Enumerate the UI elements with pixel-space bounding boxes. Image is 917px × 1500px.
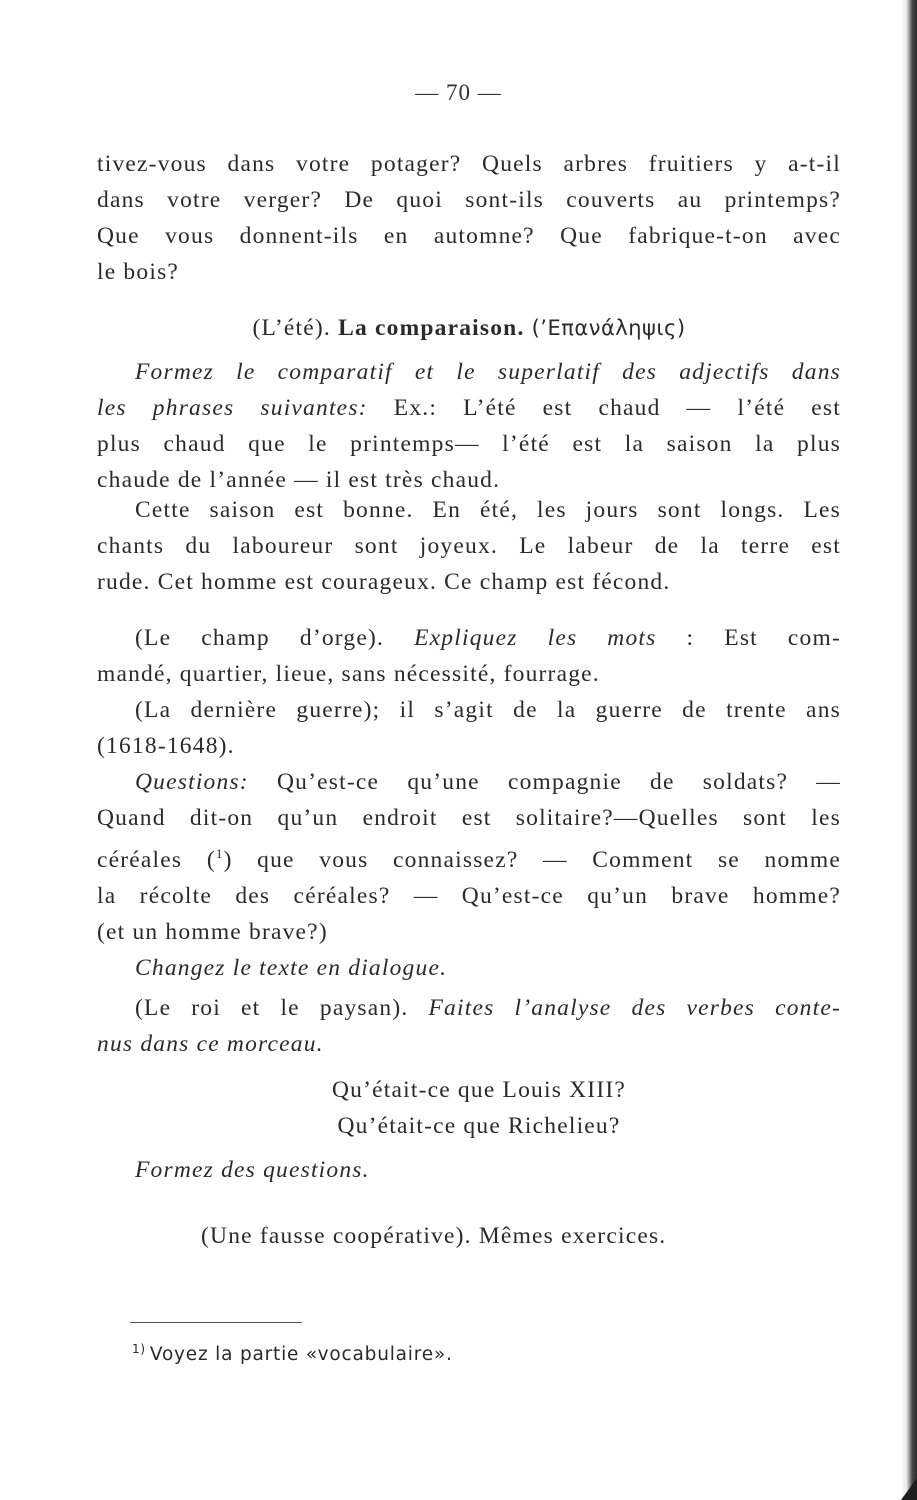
text-line: (La dernière guerre); il s’agit de la guerre de trente ans: [135, 697, 841, 723]
roi-paragraph: [97, 990, 841, 1062]
text-line: Que vous donnent-ils en automne? Que fabrique-t-on avec: [97, 223, 841, 249]
text-line: [97, 620, 841, 656]
guerre-paragraph: [97, 692, 841, 764]
text-line: [97, 390, 841, 426]
page-number: — 70 —: [415, 80, 502, 105]
text-line: [97, 764, 841, 800]
instruction-line: Changez le texte en dialogue.: [135, 954, 448, 981]
sentences-paragraph: [97, 492, 841, 600]
text-line: chants du laboureur sont joyeux. Le labeur de la terre est: [97, 533, 841, 559]
champ-instruction: Expliquez les mots: [414, 625, 657, 651]
section-heading: [97, 310, 841, 346]
text-line: mandé, quartier, lieue, sans nécessité, fourrage.: [97, 661, 600, 687]
footnote-ref: 1: [215, 846, 224, 861]
heading-title: La comparaison.: [338, 315, 525, 341]
footnote-text: Voyez la partie «vocabulaire».: [149, 1344, 453, 1366]
text-line: plus chaud que le printemps— l’été est la saison la plus: [97, 431, 841, 457]
text-line: [97, 990, 841, 1026]
page-edge-shadow: [901, 0, 917, 1500]
text-line: chaude de l’année — il est très chaud.: [97, 467, 501, 493]
instruction-line: nus dans ce morceau.: [97, 1031, 324, 1057]
question-louis: Qu’était-ce que Louis XIII?: [331, 1077, 627, 1103]
question-richelieu: Qu’était-ce que Richelieu?: [337, 1113, 621, 1139]
roi-lead: (Le roi et le paysan).: [135, 995, 409, 1021]
text-line: tivez-vous dans votre potager? Quels arbres fruitiers y a-t-il: [97, 151, 841, 177]
heading-greek: (’Επανάληψις): [531, 316, 686, 340]
text-line: [97, 836, 841, 878]
page-corner: [901, 1478, 917, 1500]
instruction-line: Formez le comparatif et le superlatif des adjectifs dans: [135, 359, 841, 385]
champ-rest: : Est com-: [686, 625, 841, 651]
champ-lead: (Le champ d’orge).: [135, 625, 385, 651]
cooperative-lead: (Une fausse coopérative).: [201, 1223, 472, 1249]
text-line: rude. Cet homme est courageux. Ce champ est fécond.: [97, 569, 671, 595]
questions-paragraph: [97, 764, 841, 986]
text-line: dans votre verger? De quoi sont-ils couverts au printemps?: [97, 187, 841, 213]
cooperative-line: [97, 1218, 841, 1254]
questions-label: Questions:: [135, 769, 249, 795]
cooperative-rest: Mêmes exercices.: [471, 1223, 667, 1249]
footnote-mark: 1): [132, 1342, 146, 1356]
text-line: Cette saison est bonne. En été, les jours sont longs. Les: [135, 497, 841, 523]
formez-questions: Formez des questions.: [135, 1157, 370, 1183]
example-fragment: Ex.: L’été est chaud — l’été est: [367, 395, 841, 421]
champ-paragraph: [97, 620, 841, 692]
text-line: (1618-1648).: [97, 733, 235, 759]
heading-lead: (L’été).: [252, 315, 332, 341]
text-fragment: ) que vous connaissez? — Comment se nomme: [223, 846, 841, 873]
questions-text: Qu’est-ce qu’une compagnie de soldats? —: [248, 769, 841, 795]
instruction-fragment: les phrases suivantes:: [97, 395, 368, 421]
roi-instruction: Faites l’analyse des verbes conte-: [428, 995, 841, 1021]
text-fragment: céréales (: [97, 846, 216, 873]
text-line: le bois?: [97, 259, 180, 285]
footnote-divider: [130, 1322, 302, 1323]
text-line: Quand dit-on qu’un endroit est solitaire?—Quelles sont les: [97, 805, 841, 831]
exercise-comparatif: [97, 354, 841, 498]
footnote: [132, 1342, 453, 1365]
text-line: la récolte des céréales? — Qu’est-ce qu’un brave homme?: [97, 882, 841, 909]
intro-paragraph: [97, 146, 841, 290]
text-line: (et un homme brave?): [97, 918, 328, 945]
